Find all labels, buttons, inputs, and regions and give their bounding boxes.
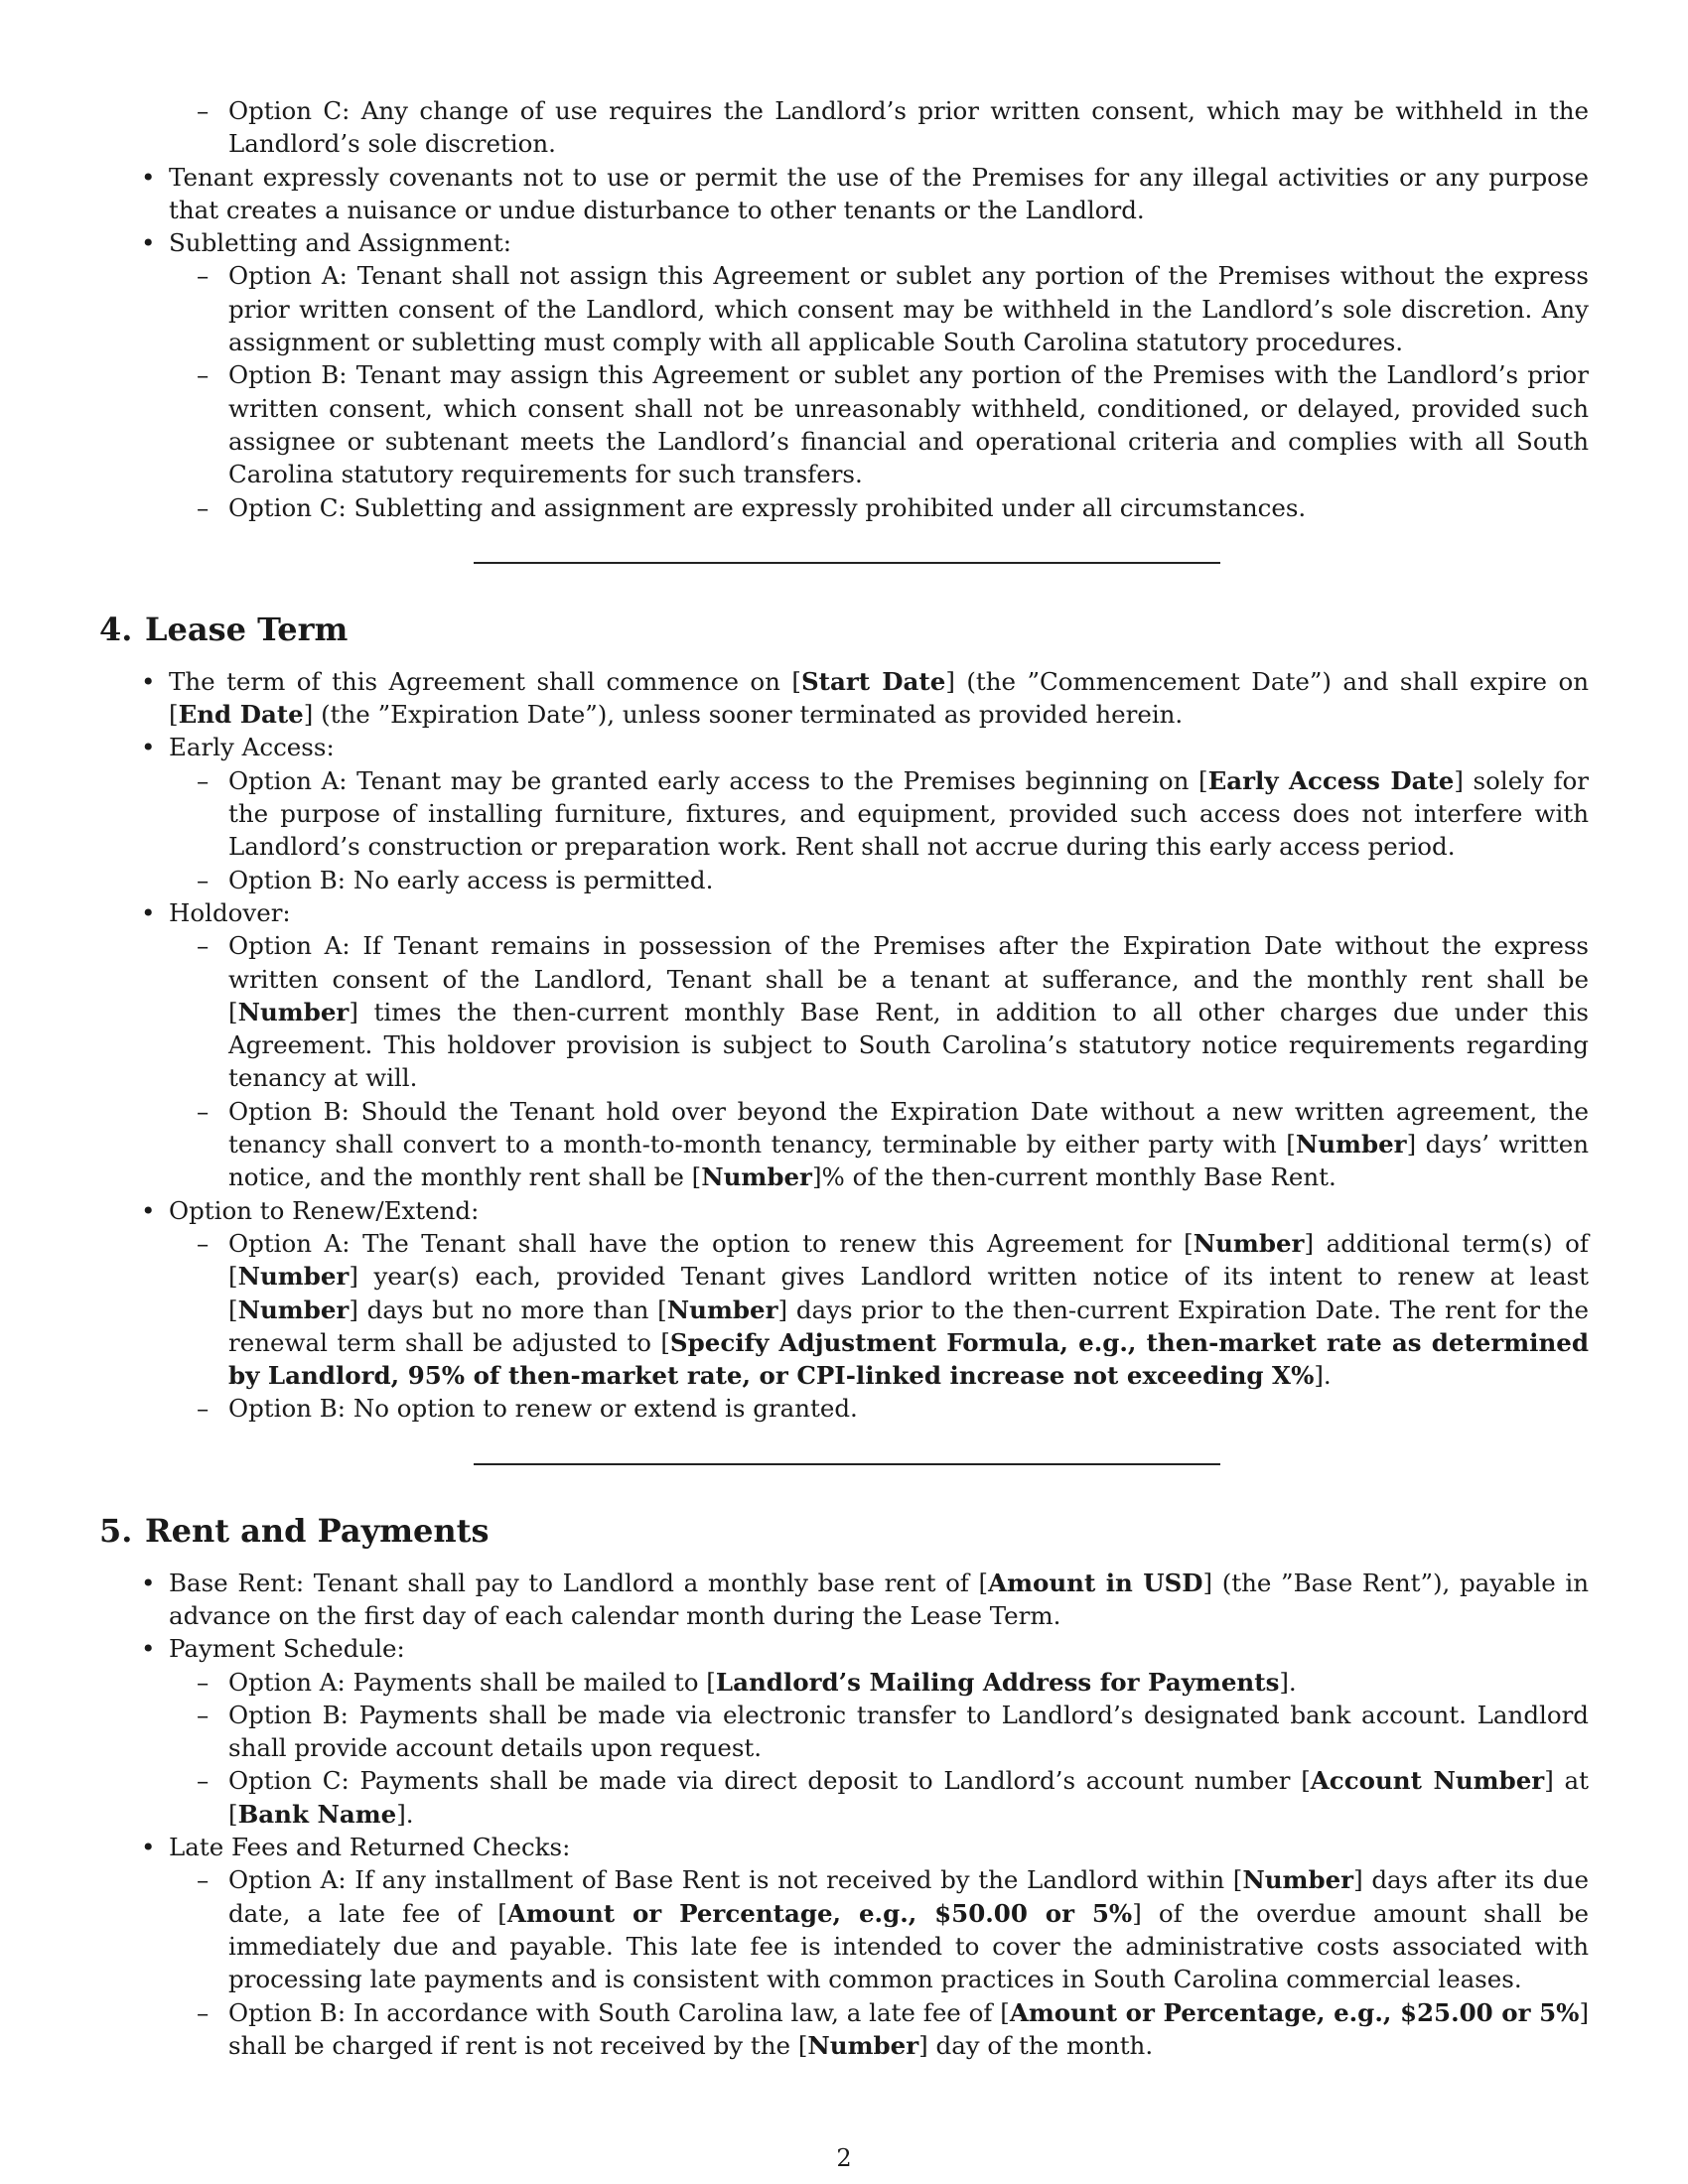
pay-c-text-3: ]. <box>396 1799 414 1829</box>
illegal-use-covenant <box>99 161 1589 227</box>
base-rent-text-1: Base Rent: Tenant shall pay to Landlord a monthly base rent of [ <box>169 1568 989 1597</box>
number-placeholder: Number <box>807 2030 919 2060</box>
pay-c-text-2: ] at [ <box>228 1766 1589 1829</box>
sublet-option-a <box>99 259 1589 358</box>
bank-name-placeholder: Bank Name <box>237 1799 397 1829</box>
pay-b-text: Option B: Payments shall be made via electronic transfer to Landlord’s designated bank account. Landlord shall provide account details upon request. <box>228 1700 1589 1763</box>
holdover-b-text-2: ] days’ written notice, and the monthly rent shall be [ <box>228 1130 1590 1192</box>
amount-placeholder: Amount or Percentage, e.g., $25.00 or 5% <box>1009 1997 1580 2027</box>
number-placeholder: Number <box>1193 1228 1305 1258</box>
late-b-text-2: ] shall be charged if rent is not received by the [ <box>228 1997 1589 2060</box>
late-a-text-1: Option A: If any installment of Base Rent is not received by the Landlord within [ <box>228 1865 1243 1895</box>
pay-a-text-2: ]. <box>1279 1667 1297 1697</box>
illegal-use-text: Tenant expressly covenants not to use or permit the use of the Premises for any illegal activities or any purpose that creates a nuisance or undue disturbance to other tenants or the Landlord. <box>169 162 1589 224</box>
holdover-b-text-1: Option B: Should the Tenant hold over beyond the Expiration Date without a new written agreement, the tenancy shall convert to a month-to-month tenancy, terminable by either party with [ <box>228 1096 1589 1160</box>
late-a-text-2: ] days after its due date, a late fee of [ <box>228 1865 1589 1928</box>
early-access-option-a <box>99 764 1589 864</box>
use-option-c <box>99 94 1589 161</box>
subletting-heading-text: Subletting and Assignment: <box>169 228 511 258</box>
term-text-3: ] (the ”Expiration Date”), unless sooner terminated as provided herein. <box>303 700 1184 730</box>
renew-a-text-6: ]. <box>1314 1361 1332 1391</box>
number-placeholder: Number <box>237 997 350 1026</box>
sublet-option-b <box>99 358 1589 490</box>
payment-schedule-heading-text: Payment Schedule: <box>169 1634 405 1664</box>
section-5-list <box>99 1567 1589 2062</box>
section-divider <box>474 1463 1220 1465</box>
renew-a-text-1: Option A: The Tenant shall have the option to renew this Agreement for [ <box>228 1228 1194 1258</box>
early-access-option-b <box>99 864 1589 896</box>
section-divider <box>474 562 1220 564</box>
section-5-title: Rent and Payments <box>145 1511 490 1550</box>
amount-placeholder: Amount or Percentage, e.g., $50.00 or 5% <box>506 1898 1133 1928</box>
holdover-option-b <box>99 1095 1589 1194</box>
pay-c-text-1: Option C: Payments shall be made via direct deposit to Landlord’s account number [ <box>228 1766 1311 1796</box>
holdover-b-text-3: ]% of the then-current monthly Base Rent. <box>811 1162 1336 1192</box>
early-a-text-2: ] solely for the purpose of installing furniture, fixtures, and equipment, provided such access does not interfere with Landlord’s construction or preparation work. Rent shall not accrue during this early access period. <box>228 765 1590 862</box>
number-placeholder: Number <box>701 1162 812 1192</box>
sublet-option-c-text: Option C: Subletting and assignment are expressly prohibited under all circumstances. <box>228 492 1307 522</box>
account-number-placeholder: Account Number <box>1310 1766 1545 1796</box>
number-placeholder: Number <box>1295 1130 1407 1160</box>
renew-a-text-2: ] additional term(s) of [ <box>228 1228 1589 1292</box>
early-access-heading-text: Early Access: <box>169 733 335 762</box>
base-rent-clause <box>99 1567 1589 1633</box>
renew-b-text: Option B: No option to renew or extend is granted. <box>228 1394 858 1424</box>
payment-option-c <box>99 1764 1589 1831</box>
renew-a-text-4: ] days but no more than [ <box>349 1295 667 1324</box>
sublet-option-c <box>99 491 1589 524</box>
document-page <box>99 94 1589 2062</box>
number-placeholder: Number <box>1242 1865 1354 1895</box>
section-3-continuation <box>99 94 1589 524</box>
term-text-1: The term of this Agreement shall commence on [ <box>169 666 801 696</box>
holdover-a-text-1: Option A: If Tenant remains in possession of the Premises after the Expiration Date without the express written consent of the Landlord, Tenant shall be a tenant at sufferance, and the monthly rent shall be [ <box>228 931 1589 1026</box>
number-placeholder: Number <box>666 1295 778 1324</box>
section-5-number: 5. <box>99 1511 133 1550</box>
late-fee-option-a <box>99 1863 1589 1995</box>
renew-a-text-3: ] year(s) each, provided Tenant gives Landlord written notice of its intent to renew at least [ <box>228 1262 1589 1324</box>
pay-a-text-1: Option A: Payments shall be mailed to [ <box>228 1667 716 1697</box>
holdover-a-text-2: ] times the then-current monthly Base Rent, in addition to all other charges due under this Agreement. This holdover provision is subject to South Carolina’s statutory notice requirements regarding tenancy at will. <box>228 997 1589 1093</box>
late-fees-heading <box>99 1831 1589 1863</box>
amount-placeholder: Amount in USD <box>988 1568 1203 1597</box>
early-a-text-1: Option A: Tenant may be granted early access to the Premises beginning on [ <box>228 765 1208 795</box>
late-b-text-1: Option B: In accordance with South Carolina law, a late fee of [ <box>228 1997 1010 2027</box>
end-date-placeholder: End Date <box>178 700 304 730</box>
section-4-heading <box>99 610 1589 649</box>
payment-option-b <box>99 1699 1589 1765</box>
sublet-option-b-text: Option B: Tenant may assign this Agreement or sublet any portion of the Premises with the Landlord’s prior written consent, which consent shall not be unreasonably withheld, conditioned, or delayed, provided such assignee or subtenant meets the Landlord’s financial and operational criteria and complies with all South Carolina statutory requirements for such transfers. <box>228 360 1589 489</box>
early-access-heading <box>99 731 1589 763</box>
start-date-placeholder: Start Date <box>800 666 946 696</box>
renew-heading-text: Option to Renew/Extend: <box>169 1195 480 1225</box>
early-access-date-placeholder: Early Access Date <box>1207 765 1455 795</box>
holdover-heading <box>99 896 1589 929</box>
renew-option-b <box>99 1392 1589 1425</box>
holdover-option-a <box>99 929 1589 1094</box>
payment-option-a <box>99 1666 1589 1699</box>
early-b-text: Option B: No early access is permitted. <box>228 865 714 894</box>
renew-option-a <box>99 1227 1589 1392</box>
section-4-title: Lease Term <box>145 610 349 648</box>
holdover-heading-text: Holdover: <box>169 897 291 927</box>
late-fees-heading-text: Late Fees and Returned Checks: <box>169 1833 571 1862</box>
section-4-number: 4. <box>99 610 133 648</box>
use-option-c-text: Option C: Any change of use requires the Landlord’s prior written consent, which may be withheld in the Landlord’s sole discretion. <box>228 96 1589 159</box>
sublet-option-a-text: Option A: Tenant shall not assign this Agreement or sublet any portion of the Premises without the express prior written consent of the Landlord, which consent may be withheld in the Landlord’s sole discretion. Any assignment or subletting must comply with all applicable South Carolina statutory procedures. <box>228 261 1589 357</box>
late-b-text-3: ] day of the month. <box>918 2030 1154 2060</box>
renew-a-text-5: ] days prior to the then-current Expiration Date. The rent for the renewal term shall be adjusted to [ <box>228 1295 1590 1357</box>
number-placeholder: Number <box>237 1295 350 1324</box>
lease-term-clause <box>99 665 1589 732</box>
renew-heading <box>99 1194 1589 1227</box>
subletting-heading <box>99 226 1589 259</box>
payment-schedule-heading <box>99 1632 1589 1665</box>
term-text-2: ] (the ”Commencement Date”) and shall expire on [ <box>169 666 1590 730</box>
page-number: 2 <box>836 2144 852 2172</box>
base-rent-text-2: ] (the ”Base Rent”), payable in advance on the first day of each calendar month during the Lease Term. <box>169 1568 1589 1630</box>
late-a-text-3: ] of the overdue amount shall be immediately due and payable. This late fee is intended to cover the administrative costs associated with processing late payments and is consistent with common practices in South Carolina commercial leases. <box>228 1898 1590 1994</box>
mailing-address-placeholder: Landlord’s Mailing Address for Payments <box>715 1667 1280 1697</box>
adjustment-formula-placeholder: Specify Adjustment Formula, e.g., then-market rate as determined by Landlord, 95% of then-market rate, or CPI-linked increase not exceeding X% <box>228 1327 1589 1391</box>
section-4-list <box>99 665 1589 1426</box>
late-fee-option-b <box>99 1996 1589 2063</box>
section-5-heading <box>99 1511 1589 1551</box>
number-placeholder: Number <box>237 1262 350 1292</box>
